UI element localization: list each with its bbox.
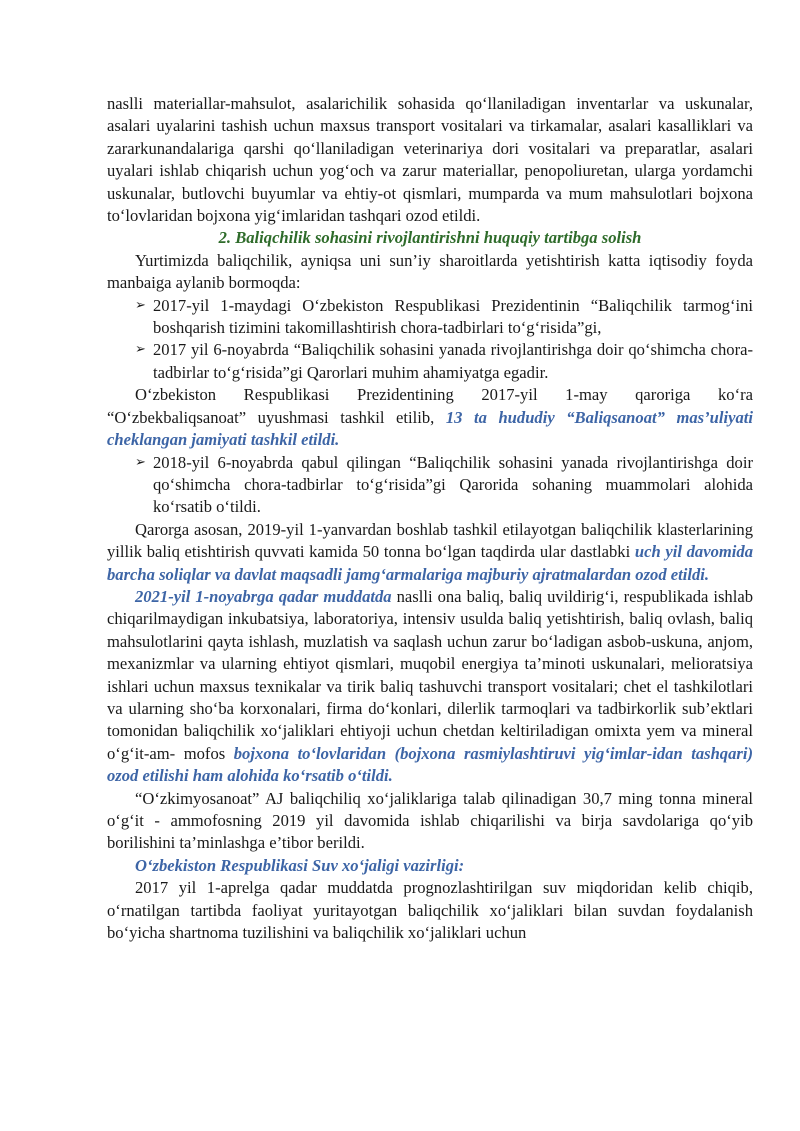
bullet-text: 2017-yil 1-maydagi O‘zbekiston Respublikasi Prezidentinin “Baliqchilik tarmog‘ini boshqarish tizimini takomillashtirish chora-tadbirlari to‘g‘risida”gi,	[153, 295, 753, 338]
decree-highlight: 13 ta hududiy “Baliqsanoat” mas’uliyati cheklangan jamiyati tashkil etildi.	[107, 407, 753, 450]
paragraph-water: 2017 yil 1-aprelga qadar muddatda prognozlashtirilgan suv miqdoridan kelib chiqib, o‘rnatilgan tartibda faoliyat yuritayotgan baliqchilik xo‘jaliklari bilan suvdan foydalanish bo‘yicha shartnoma tuzilishini va baliqchilik xo‘jaliklari uchun	[107, 878, 753, 943]
paragraph-intro: naslli materiallar-mahsulot, asalarichilik sohasida qo‘llaniladigan inventarlar va uskunalar, asalari uyalarini tashish uchun maxsus transport vositalari va tirkamalar, asalari kasalliklari va zararkunandalariga qarshi qo‘llaniladigan veterinariya dori vositalari va preparatlar, asalari uyalari ishlab chiqarish uchun yog‘och va zarur materiallar, penopoliuretan, ularga yordamchi uskunalar, butlovchi buyumlar va ehtiy-ot qismlari, mumparda va mum mahsulotlari bojxona to‘lovlaridan bojxona yig‘imlaridan tashqari ozod etildi.	[107, 94, 753, 226]
section-heading-2: 2. Baliqchilik sohasini rivojlantirishni huquqiy tartibga solish	[218, 228, 642, 248]
bullet-item-2017-may	[107, 295, 753, 340]
arrow-bullet-icon: ➢	[135, 297, 146, 313]
section-title-water-ministry: O‘zbekiston Respublikasi Suv xo‘jaligi vazirligi:	[135, 855, 465, 875]
paragraph-decree	[107, 384, 753, 451]
bullet-text: 2018-yil 6-noyabrda qabul qilingan “Baliqchilik sohasini yanada rivojlantirishga doir qo‘shimcha chora-tadbirlar to‘g‘risida”gi Qarorida sohaning muammolari alohida ko‘rsatib o‘tildi.	[153, 452, 753, 517]
cluster-highlight: uch yil davomida barcha soliqlar va davlat maqsadli jamg‘armalariga majburiy ajratmalardan ozod etildi.	[107, 542, 753, 584]
bullet-item-2017-nov	[107, 339, 753, 384]
equipment-text: naslli ona baliq, baliq uvildirig‘i, respublikada ishlab chiqarilmaydigan inkubatsiya, laboratoriya, intensiv usulda baliq yetishtirish, baliq ovlash, baliq mahsulotlarini qayta ishlash, muzlatish va saqlash uchun zarur bo‘ladigan asbob-uskuna, anjom, mexanizmlar va ularning ehtiyot qismlari, muqobil energiya ta’minoti uskunalari, melioratsiya ishlari uchun maxsus texnikalar va tirik baliq tashuvchi transport vositalari; chet el tashkilotlari va ularning sho‘ba korxonalari, firma do‘konlari, dilerlik tarmoqlari va tadbirkorlik sub’ektlari tomonidan baliqchilik xo‘jaliklari ehtiyoji uchun chetdan keltiriladigan omixta yem va mineral o‘g‘it-am- mofos	[107, 586, 754, 763]
arrow-bullet-icon: ➢	[135, 454, 146, 470]
paragraph-kimyosanoat: “O‘zkimyosanoat” AJ baliqchiliq xo‘jaliklariga talab qilinadigan 30,7 ming tonna mineral o‘g‘it - ammofosning 2019 yil davomida ishlab chiqarilishi va birja savdolariga qo‘yib borilishini ta’minlashga e’tibor berildi.	[107, 788, 753, 853]
bullet-text: 2017 yil 6-noyabrda “Baliqchilik sohasini yanada rivojlantirishga doir qo‘shimcha chora-tadbirlar to‘g‘risida”gi Qarorlari muhim ahamiyatga egadir.	[153, 340, 753, 382]
bullet-item-2018-nov	[107, 452, 753, 519]
paragraph-cluster	[107, 519, 753, 586]
arrow-bullet-icon: ➢	[135, 342, 146, 358]
customs-highlight: bojxona to‘lovlaridan (bojxona rasmiylashtiruvi yig‘imlar-idan tashqari) ozod etilishi ham alohida ko‘rsatib o‘tildi.	[107, 743, 753, 786]
decree-text: O‘zbekiston Respublikasi Prezidentining 2017-yil 1-may qaroriga ko‘ra “O‘zbekbaliqsanoat” uyushmasi tashkil etilib,	[107, 385, 753, 427]
paragraph-2021	[107, 586, 753, 788]
cluster-text: Qarorga asosan, 2019-yil 1-yanvardan boshlab tashkil etilayotgan baliqchilik klasterlarining yillik baliq etishtirish quvvati kamida 50 tonna bo‘lgan taqdirda ular dastlabki	[107, 519, 753, 562]
paragraph-fish-intro: Yurtimizda baliqchilik, ayniqsa uni sun’iy sharoitlarda yetishtirish katta iqtisodiy foyda manbaiga aylanib bormoqda:	[107, 250, 753, 293]
deadline-highlight: 2021-yil 1-noyabrga qadar muddatda	[135, 586, 392, 606]
